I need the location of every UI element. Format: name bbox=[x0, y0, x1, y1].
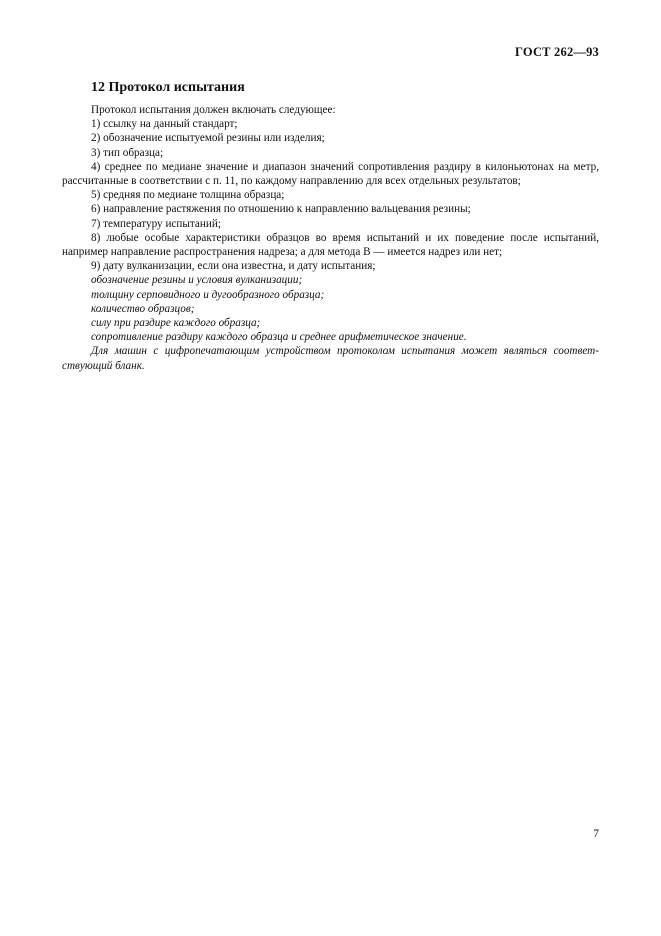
italic-item-1: обозначение резины и условия вулканизации; bbox=[91, 274, 303, 287]
paragraph-intro: Протокол испытания должен включать следующее: bbox=[91, 104, 336, 116]
list-item-9: 9) дату вулканизации, если она известна, и дату испытания; bbox=[91, 260, 376, 273]
list-item-4: 4) среднее по медиане значение и диапазон значений сопротивления раздиру в килоньютонах на метр, рассчитанные в соответствии с п. 11, по каждому направлению для всех отдельных результатов; bbox=[62, 160, 599, 188]
italic-item-4: силу при раздире каждого образца; bbox=[91, 317, 261, 330]
list-item-2: 2) обозначение испытуемой резины или изделия; bbox=[91, 132, 325, 145]
list-item-8: 8) любые особые характеристики образцов во время испытаний и их поведение после испытаний, например направление распространения надреза; а для метода В — имеется надрез или нет; bbox=[62, 231, 599, 259]
italic-item-5: сопротивление раздиру каждого образца и среднее арифметическое значение. bbox=[91, 331, 467, 344]
italic-item-3: количество образцов; bbox=[91, 302, 195, 315]
italic-item-2: толщину серповидного и дугообразного образца; bbox=[91, 288, 325, 301]
list-item-6: 6) направление растяжения по отношению к направлению вальцевания резины; bbox=[91, 203, 471, 216]
document-code: ГОСТ 262—93 bbox=[515, 45, 599, 59]
italic-note: Для машин с цифропечатающим устройством протоколом испытания может являться соответствующий бланк. bbox=[62, 345, 599, 372]
page-number: 7 bbox=[593, 828, 599, 840]
list-item-3: 3) тип образца; bbox=[91, 146, 164, 159]
section-body bbox=[62, 103, 599, 373]
section-title: 12 Протокол испытания bbox=[91, 80, 245, 95]
list-item-7: 7) температуру испытаний; bbox=[91, 217, 221, 230]
list-item-5: 5) средняя по медиане толщина образца; bbox=[91, 189, 285, 202]
list-item-1: 1) ссылку на данный стандарт; bbox=[91, 118, 238, 131]
